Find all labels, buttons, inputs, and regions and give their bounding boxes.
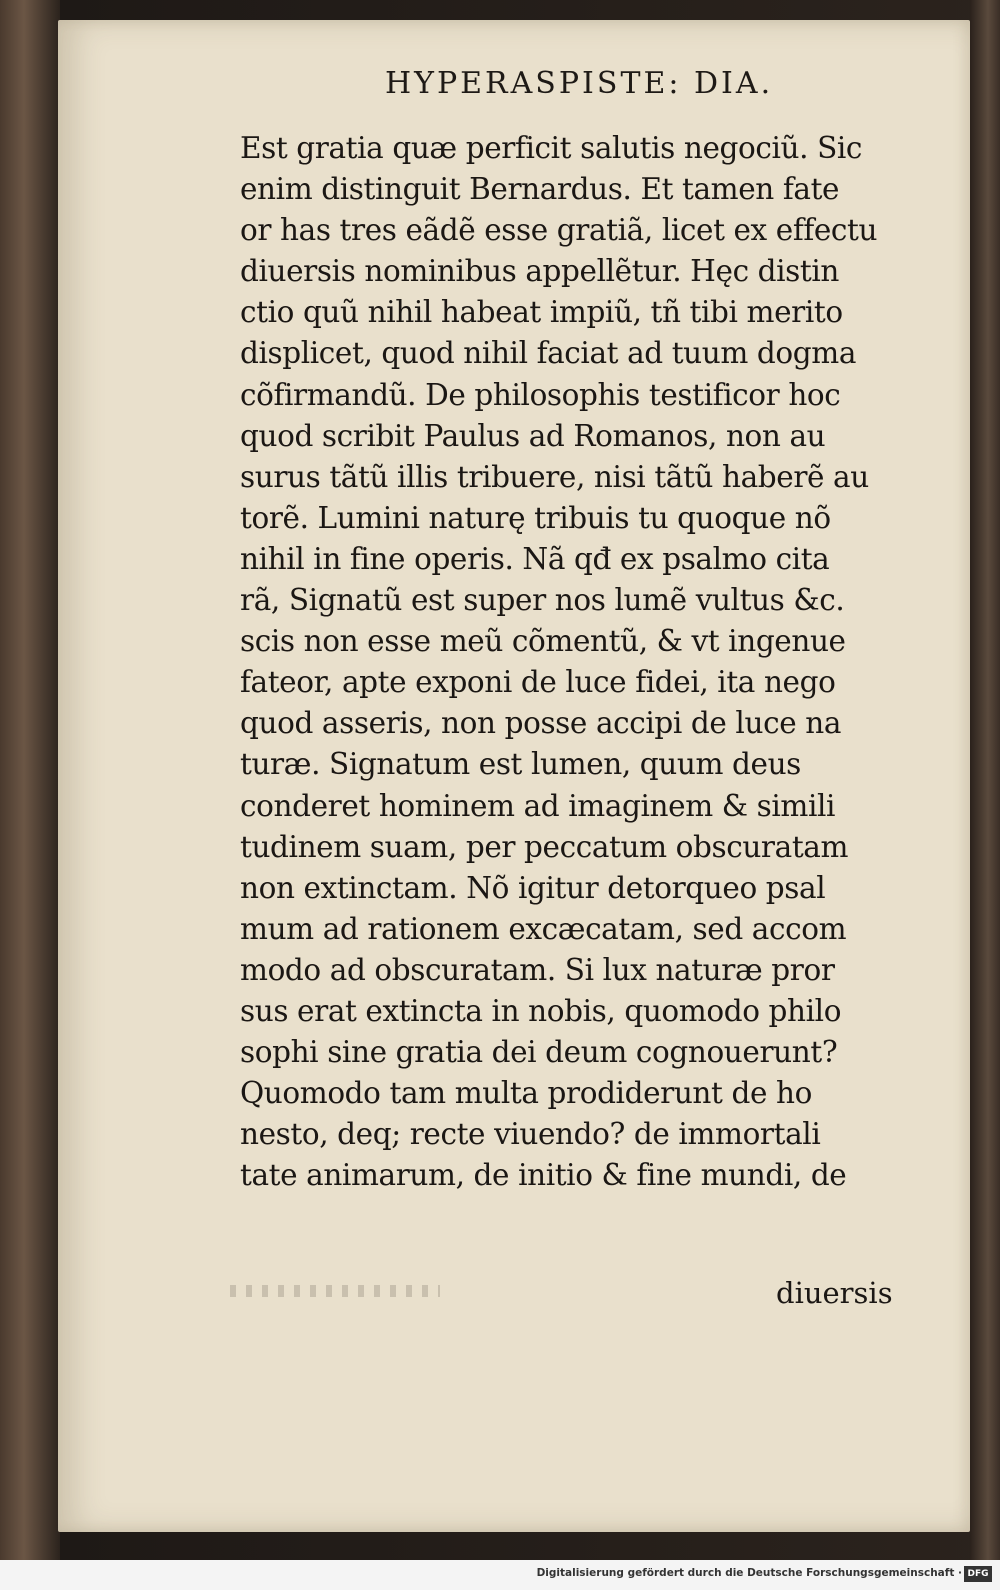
- text-line: sus erat extincta in nobis, quomodo philo: [240, 993, 842, 1028]
- text-line: cõfirmandũ. De philosophis testificor hoc: [240, 377, 841, 412]
- body-text: [240, 128, 940, 1196]
- text-line: fateor, apte exponi de luce fidei, ita nego: [240, 665, 836, 700]
- text-line: scis non esse meũ cõmentũ, & vt ingenue: [240, 624, 846, 659]
- text-line: enim distinguit Bernardus. Et tamen fate: [240, 172, 840, 207]
- text-line: mum ad rationem excæcatam, sed accom: [240, 911, 847, 946]
- text-line: or has tres eãdẽ esse gratiã, licet ex effectu: [240, 213, 878, 248]
- text-line: Quomodo tam multa prodiderunt de ho: [240, 1076, 812, 1111]
- text-line: tate animarum, de initio & fine mundi, de: [240, 1158, 847, 1193]
- text-line: sophi sine gratia dei deum cognouerunt?: [240, 1035, 838, 1070]
- book-edge-right: [970, 0, 1000, 1590]
- text-line: modo ad obscuratam. Si lux naturæ pror: [240, 952, 835, 987]
- catchword: diuersis: [776, 1276, 893, 1310]
- text-line: surus tãtũ illis tribuere, nisi tãtũ haberẽ au: [240, 459, 869, 494]
- text-line: Est gratia quæ perficit salutis negociũ. Sic: [240, 131, 863, 165]
- book-edge-left: [0, 0, 60, 1590]
- dfg-logo-icon: DFG: [964, 1566, 992, 1582]
- text-line: quod asseris, non posse accipi de luce na: [240, 706, 842, 741]
- text-line: nihil in fine operis. Nã qđ ex psalmo cita: [240, 541, 830, 576]
- text-line: displicet, quod nihil faciat ad tuum dogma: [240, 336, 857, 371]
- text-line: conderet hominem ad imaginem & simili: [240, 788, 836, 823]
- text-line: non extinctam. Nõ igitur detorqueo psal: [240, 870, 826, 905]
- text-line: quod scribit Paulus ad Romanos, non au: [240, 418, 826, 453]
- digitization-credit: Digitalisierung gefördert durch die Deutsche Forschungsgemeinschaft ·: [536, 1567, 962, 1579]
- running-head: HYPERASPISTE: DIA.: [385, 66, 774, 101]
- text-line: nesto, deq; recte viuendo? de immortali: [240, 1117, 821, 1152]
- text-line: rã, Signatũ est super nos lumẽ vultus &c.: [240, 583, 845, 618]
- text-line: ctio quũ nihil habeat impiũ, tñ tibi merito: [240, 295, 843, 330]
- text-line: turæ. Signatum est lumen, quum deus: [240, 747, 801, 782]
- text-line: torẽ. Lumini naturę tribuis tu quoque nõ: [240, 500, 831, 535]
- ink-smudge: [230, 1285, 440, 1297]
- text-line: diuersis nominibus appellẽtur. Hęc distin: [240, 254, 840, 289]
- text-line: tudinem suam, per peccatum obscuratam: [240, 829, 849, 864]
